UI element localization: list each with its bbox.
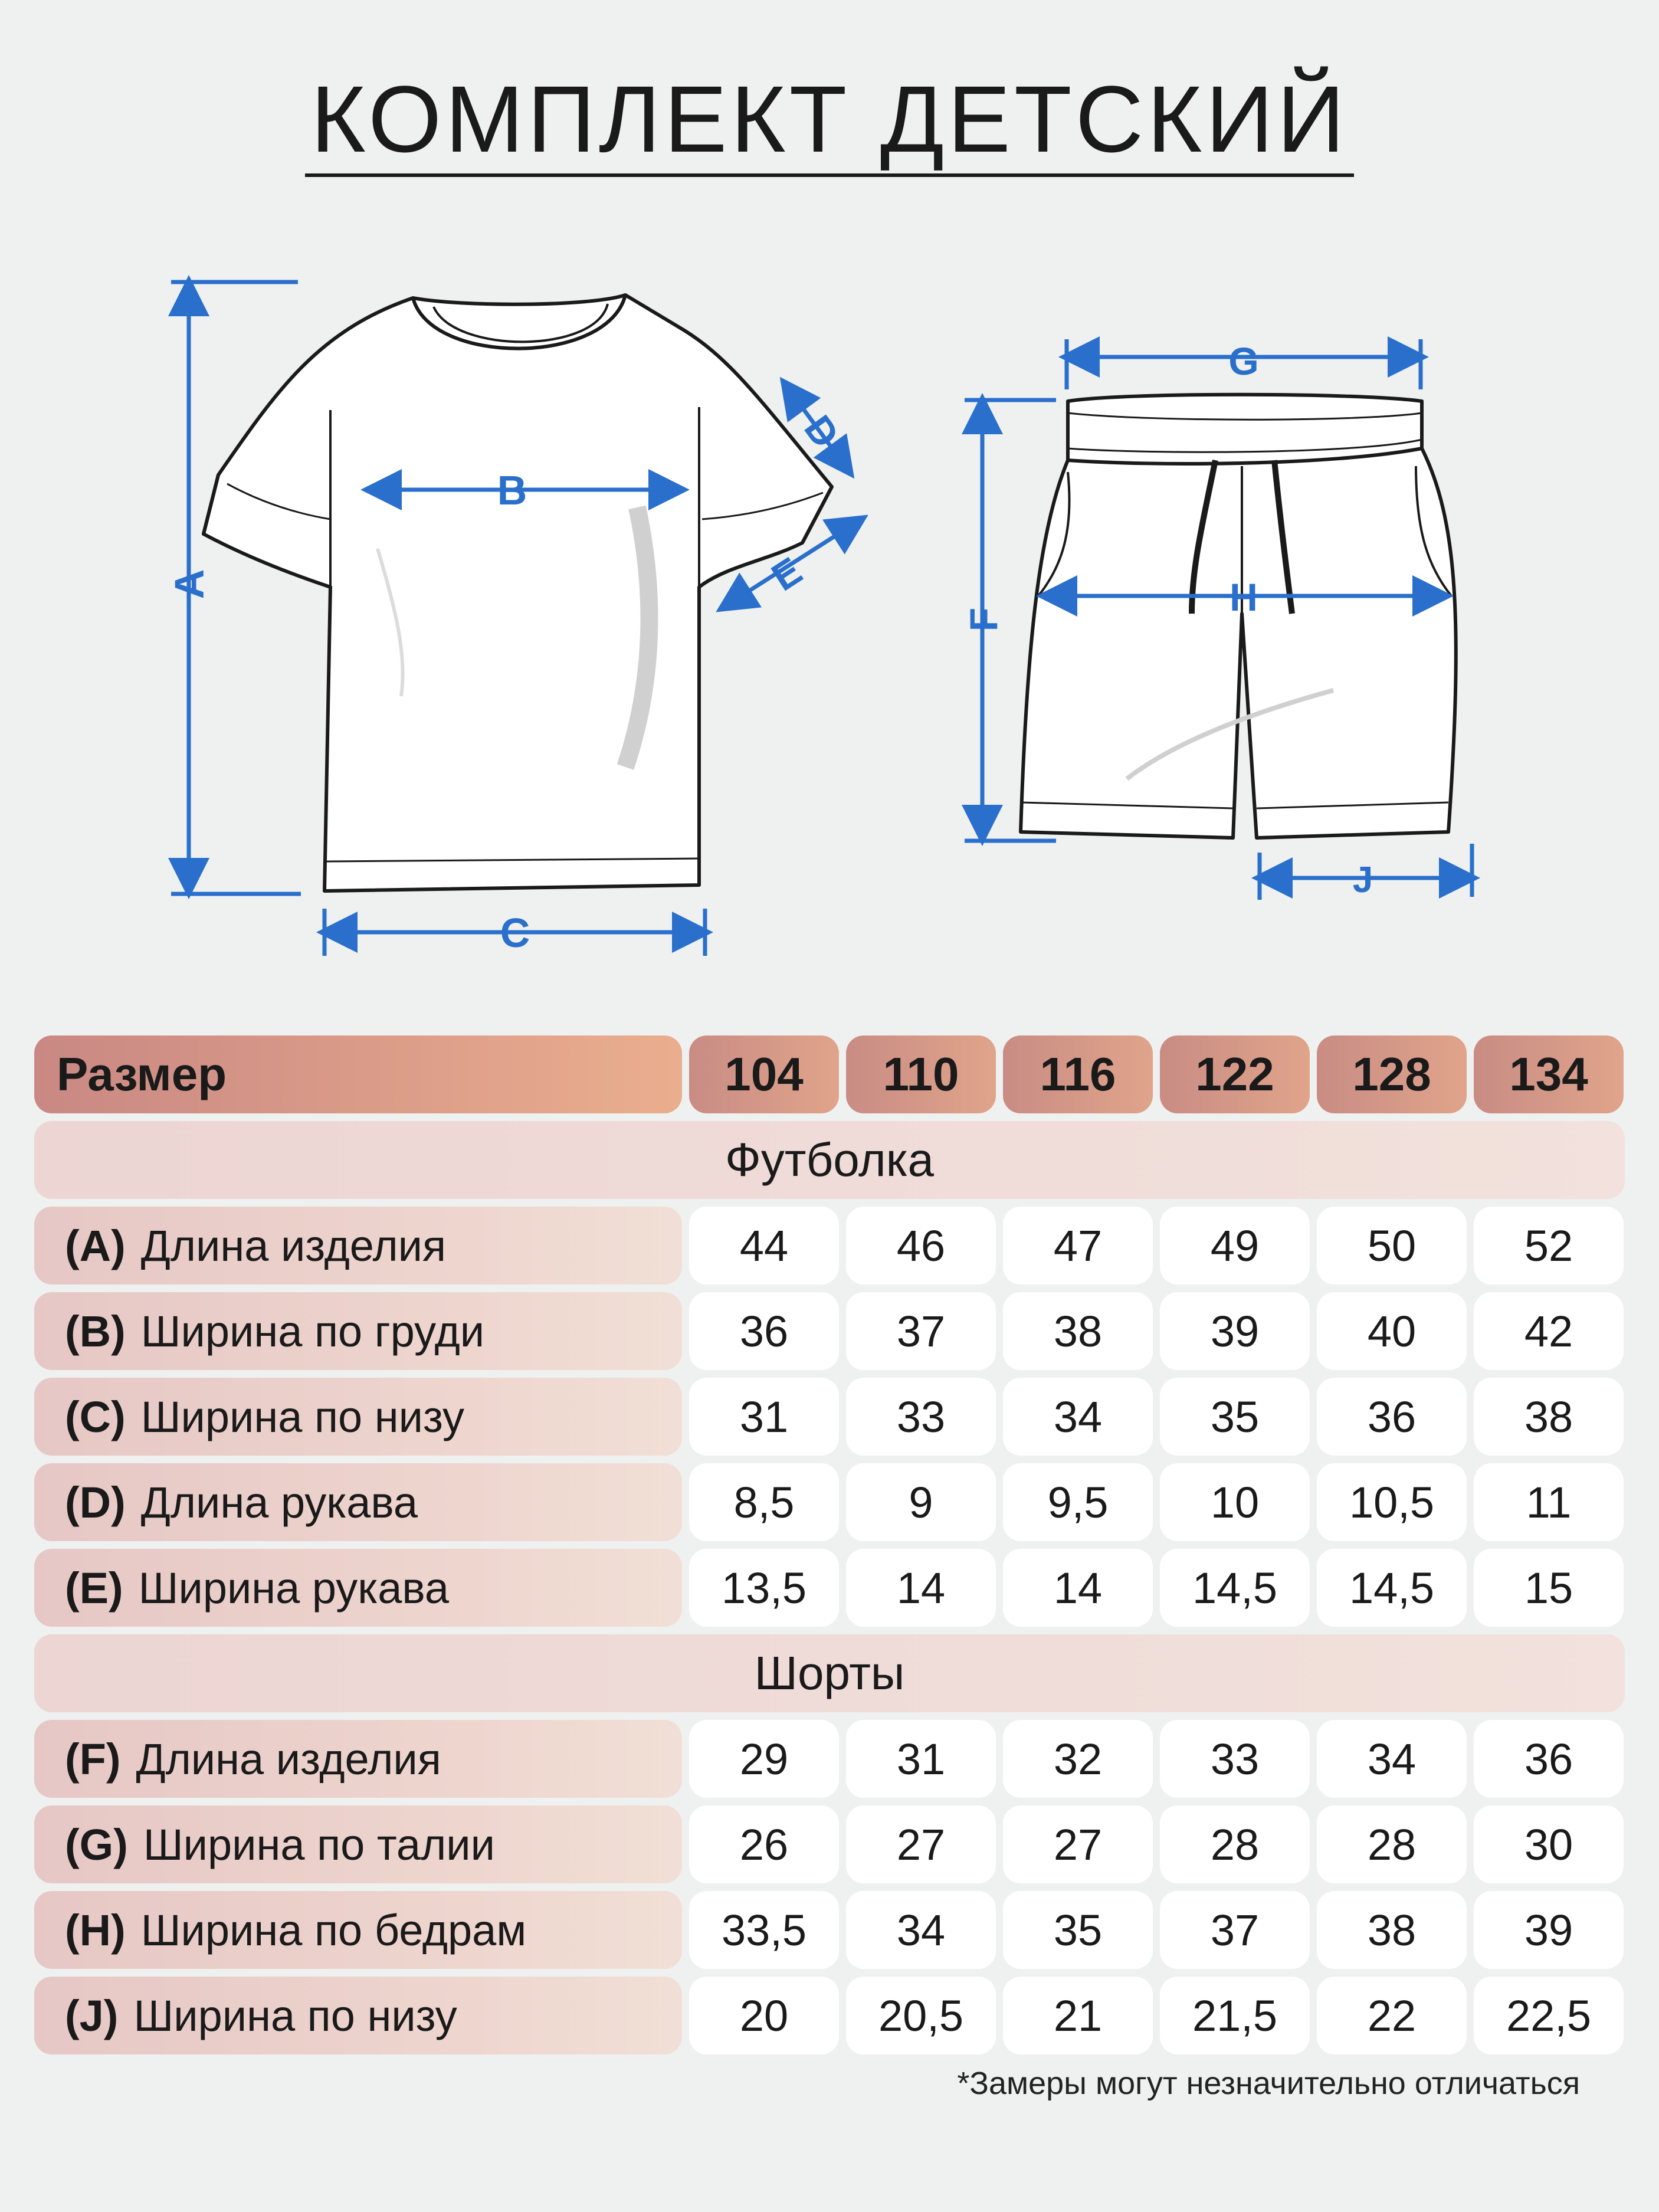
value-cell: 33	[1160, 1720, 1310, 1798]
measure-label: (D) Длина рукава	[34, 1463, 682, 1541]
value-cell: 21,5	[1160, 1977, 1310, 2054]
table-row	[34, 1720, 1625, 1798]
section-title: Шорты	[34, 1634, 1625, 1712]
table-row	[34, 1977, 1625, 2054]
value-cell: 52	[1474, 1207, 1624, 1284]
value-cell: 44	[689, 1207, 839, 1284]
value-cell: 35	[1160, 1378, 1310, 1456]
value-cell: 22	[1317, 1977, 1467, 2054]
section-title: Футболка	[34, 1121, 1625, 1199]
value-cell: 14	[1003, 1549, 1153, 1627]
value-cell: 34	[846, 1891, 996, 1969]
value-cell: 37	[1160, 1891, 1310, 1969]
value-cell: 46	[846, 1207, 996, 1284]
value-cell: 9,5	[1003, 1463, 1153, 1541]
table-header-row	[34, 1035, 1625, 1113]
value-cell: 15	[1474, 1549, 1624, 1627]
value-cell: 13,5	[689, 1549, 839, 1627]
value-cell: 34	[1003, 1378, 1153, 1456]
page-title: КОМПЛЕКТ ДЕТСКИЙ	[0, 65, 1659, 177]
dim-label-b: B	[497, 467, 527, 513]
value-cell: 8,5	[689, 1463, 839, 1541]
section-row-shorts	[34, 1634, 1625, 1712]
table-row	[34, 1891, 1625, 1969]
table-row	[34, 1292, 1625, 1370]
value-cell: 49	[1160, 1207, 1310, 1284]
table-row	[34, 1549, 1625, 1627]
value-cell: 11	[1474, 1463, 1624, 1541]
value-cell: 9	[846, 1463, 996, 1541]
value-cell: 27	[1003, 1805, 1153, 1883]
value-cell: 22,5	[1474, 1977, 1624, 2054]
value-cell: 35	[1003, 1891, 1153, 1969]
size-116: 116	[1003, 1035, 1153, 1113]
value-cell: 14,5	[1160, 1549, 1310, 1627]
value-cell: 34	[1317, 1720, 1467, 1798]
value-cell: 42	[1474, 1292, 1624, 1370]
table-row	[34, 1207, 1625, 1284]
measure-label: (C) Ширина по низу	[34, 1378, 682, 1456]
measure-label: (F) Длина изделия	[34, 1720, 682, 1798]
measure-label: (E) Ширина рукава	[34, 1549, 682, 1627]
value-cell: 38	[1317, 1891, 1467, 1969]
value-cell: 37	[846, 1292, 996, 1370]
value-cell: 20,5	[846, 1977, 996, 2054]
dim-label-g: G	[1228, 339, 1259, 383]
value-cell: 50	[1317, 1207, 1467, 1284]
measure-label: (G) Ширина по талии	[34, 1805, 682, 1883]
value-cell: 14,5	[1317, 1549, 1467, 1627]
table-row	[34, 1805, 1625, 1883]
measure-label: (H) Ширина по бедрам	[34, 1891, 682, 1969]
footnote: *Замеры могут незначительно отличаться	[957, 2066, 1580, 2101]
value-cell: 31	[689, 1378, 839, 1456]
measure-label: (B) Ширина по груди	[34, 1292, 682, 1370]
value-cell: 36	[689, 1292, 839, 1370]
value-cell: 28	[1160, 1805, 1310, 1883]
garment-diagram	[0, 0, 1659, 1003]
value-cell: 28	[1317, 1805, 1467, 1883]
dim-label-a: A	[166, 569, 212, 599]
measure-label: (J) Ширина по низу	[34, 1977, 682, 2054]
value-cell: 26	[689, 1805, 839, 1883]
value-cell: 36	[1474, 1720, 1624, 1798]
value-cell: 33	[846, 1378, 996, 1456]
section-row-tshirt	[34, 1121, 1625, 1199]
size-128: 128	[1317, 1035, 1467, 1113]
size-122: 122	[1160, 1035, 1310, 1113]
size-110: 110	[846, 1035, 996, 1113]
dim-label-h: H	[1230, 575, 1258, 619]
value-cell: 27	[846, 1805, 996, 1883]
table-row	[34, 1378, 1625, 1456]
value-cell: 30	[1474, 1805, 1624, 1883]
value-cell: 39	[1474, 1891, 1624, 1969]
table-row	[34, 1463, 1625, 1541]
value-cell: 21	[1003, 1977, 1153, 2054]
value-cell: 36	[1317, 1378, 1467, 1456]
value-cell: 47	[1003, 1207, 1153, 1284]
value-cell: 20	[689, 1977, 839, 2054]
dim-label-c: C	[500, 910, 530, 956]
size-134: 134	[1474, 1035, 1624, 1113]
size-104: 104	[689, 1035, 839, 1113]
dim-label-f: F	[962, 607, 1005, 632]
value-cell: 29	[689, 1720, 839, 1798]
value-cell: 14	[846, 1549, 996, 1627]
value-cell: 32	[1003, 1720, 1153, 1798]
size-header: Размер	[34, 1035, 682, 1113]
value-cell: 39	[1160, 1292, 1310, 1370]
value-cell: 33,5	[689, 1891, 839, 1969]
value-cell: 10,5	[1317, 1463, 1467, 1541]
value-cell: 10	[1160, 1463, 1310, 1541]
dim-label-e: E	[763, 548, 809, 599]
tshirt-drawing	[204, 295, 832, 891]
dim-label-d: D	[796, 407, 848, 456]
dim-label-j: J	[1352, 860, 1373, 900]
value-cell: 40	[1317, 1292, 1467, 1370]
measure-label: (A) Длина изделия	[34, 1207, 682, 1284]
value-cell: 38	[1474, 1378, 1624, 1456]
value-cell: 31	[846, 1720, 996, 1798]
value-cell: 38	[1003, 1292, 1153, 1370]
